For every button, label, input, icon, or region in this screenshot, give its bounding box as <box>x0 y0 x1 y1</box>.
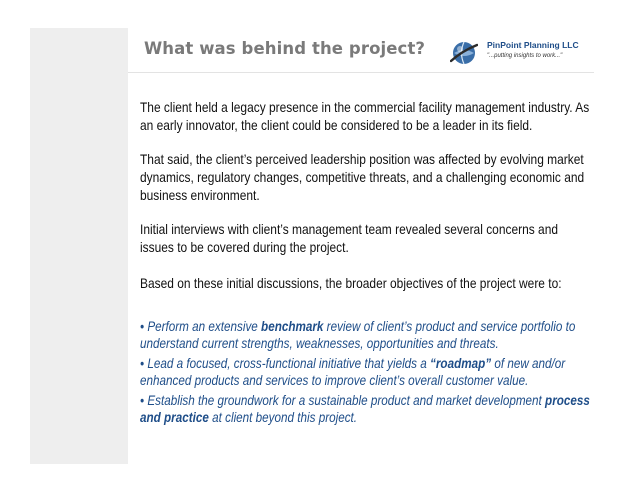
paragraph-text: Based on these initial discussions, the broader objectives of the project were to: <box>140 276 562 291</box>
bullet-marker: • <box>140 356 145 371</box>
paragraph-objectives-lead <box>140 275 562 293</box>
bullet-text: at client beyond this project. <box>208 410 358 425</box>
list-item <box>140 355 592 389</box>
bullet-text: Lead a focused, cross-functional initiative that yields a <box>144 356 431 371</box>
bullet-emphasis: “roadmap” <box>430 356 492 371</box>
paragraph-leadership <box>140 151 585 205</box>
bullet-text: Establish the groundwork for a sustainable product and market development <box>144 393 546 408</box>
paragraph-interviews <box>140 221 559 257</box>
bullet-emphasis: benchmark <box>261 319 324 334</box>
list-item <box>140 318 592 352</box>
paragraph-text: The client held a legacy presence in the commercial facility management industry. As an early innovator, the client could be considered to be a leader in its field. <box>140 100 590 133</box>
globe-icon <box>450 39 478 67</box>
bullet-text: review of client’s product and service portfolio to understand current strengths, weaknesses, opportunities and threats. <box>140 319 576 351</box>
paragraph-text: Initial interviews with client’s management team revealed several concerns and issues to be covered during the project. <box>140 222 559 255</box>
objectives-list <box>140 318 590 429</box>
bullet-text: of new and/or enhanced products and services to improve client’s overall customer value. <box>140 356 566 388</box>
list-item <box>140 392 592 426</box>
bullet-marker: • <box>140 319 145 334</box>
paragraph-intro <box>140 99 590 135</box>
slide-title: What was behind the project? <box>144 39 426 58</box>
bullet-emphasis: process and practice <box>140 393 590 425</box>
bullet-marker: • <box>140 393 145 408</box>
logo-tagline: "...putting insights to work..." <box>487 53 563 59</box>
side-band <box>30 28 128 464</box>
header-divider <box>128 72 594 73</box>
bullet-text: Perform an extensive <box>144 319 262 334</box>
paragraph-text: That said, the client’s perceived leadership position was affected by evolving market dynamics, regulatory changes, competitive threats, and a challenging economic and business environment. <box>140 152 585 203</box>
logo-company-name: PinPoint Planning LLC <box>487 40 579 50</box>
